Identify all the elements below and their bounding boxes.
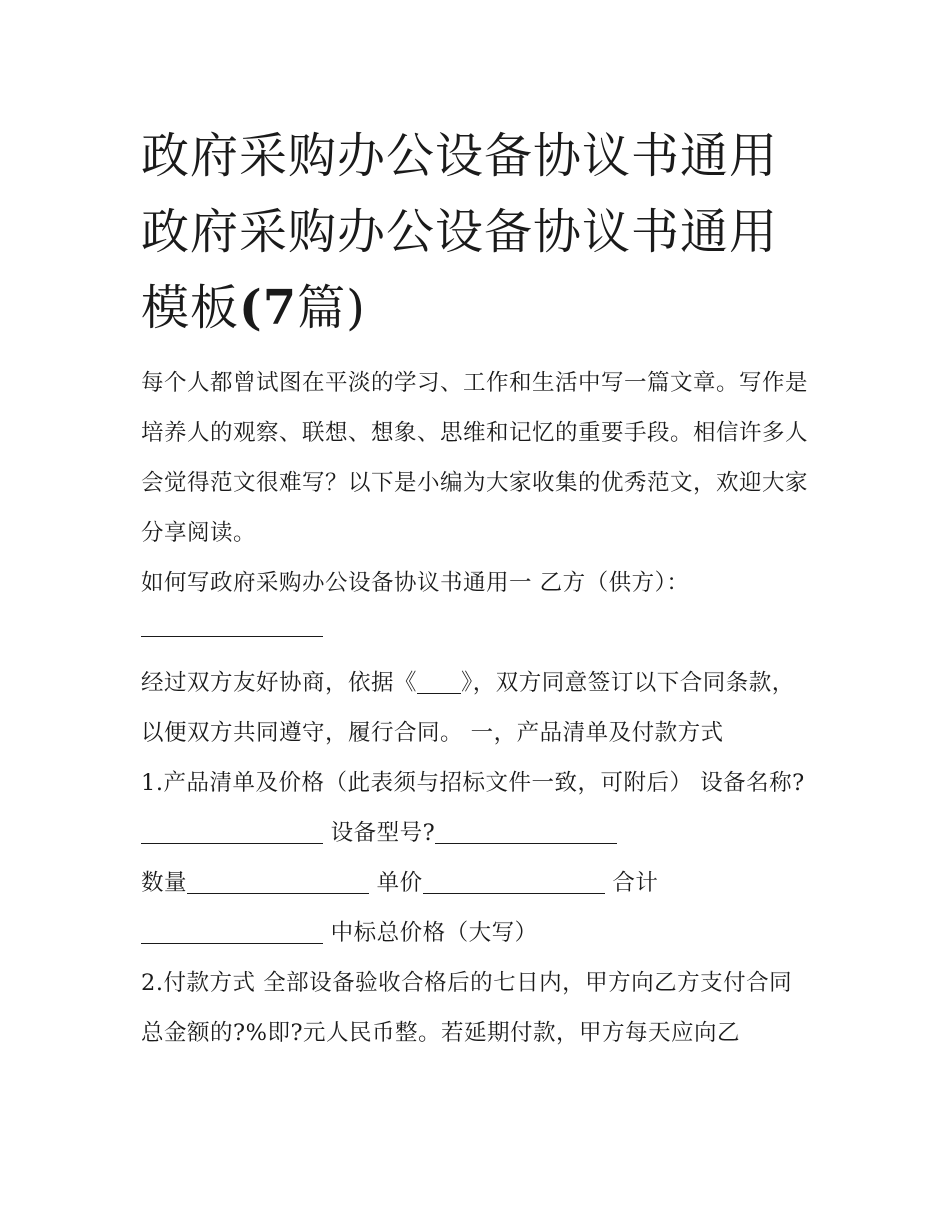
law-name-blank	[417, 669, 461, 694]
title-line-3-prefix: 模板	[141, 280, 240, 336]
model-blank	[435, 819, 617, 844]
item-1-paragraph	[141, 758, 813, 958]
agreement-text-pre: 经过双方友好协商，依据《	[141, 670, 418, 696]
quantity-label: 数量	[141, 870, 188, 896]
title-line-3-number: (7	[239, 280, 298, 336]
item-2-paragraph: 2.付款方式 全部设备验收合格后的七日内，甲方向乙方支付合同总金额的?%即?元人民币整。若延期付款，甲方每天应向乙	[141, 970, 793, 1046]
agreement-paragraph	[141, 658, 813, 758]
document-title	[141, 118, 813, 346]
unit-price-blank	[423, 869, 605, 894]
grand-total-label: 中标总价格（大写）	[323, 920, 538, 946]
quantity-blank	[187, 869, 369, 894]
title-line-1: 政府采购办公设备协议书通用	[141, 128, 779, 184]
model-label: 设备型号?	[323, 820, 436, 846]
supplier-blank	[141, 612, 323, 637]
intro-paragraph: 每个人都曾试图在平淡的学习、工作和生活中写一篇文章。写作是培养人的观察、联想、想象、思维和记忆的重要手段。相信许多人会觉得范文很难写？以下是小编为大家收集的优秀范文，欢迎大家分享阅读。	[141, 370, 809, 546]
section-1-heading: 如何写政府采购办公设备协议书通用一 乙方（供方）：	[141, 570, 690, 596]
total-blank	[141, 919, 323, 944]
agreement-text-post: 》，双方同意签订以下合同条款，以便双方共同遵守，履行合同。 一，产品清单及付款方式	[141, 670, 795, 746]
title-line-3-suffix: 篇)	[297, 280, 366, 336]
unit-price-label: 单价	[369, 870, 423, 896]
document-page	[141, 118, 813, 1058]
title-line-2: 政府采购办公设备协议书通用	[141, 204, 779, 260]
supplier-blank-line	[141, 608, 813, 658]
item-1-heading: 1.产品清单及价格（此表须与招标文件一致，可附后） 设备名称?	[141, 770, 805, 796]
equipment-name-blank	[141, 819, 323, 844]
total-label: 合计	[604, 870, 659, 896]
